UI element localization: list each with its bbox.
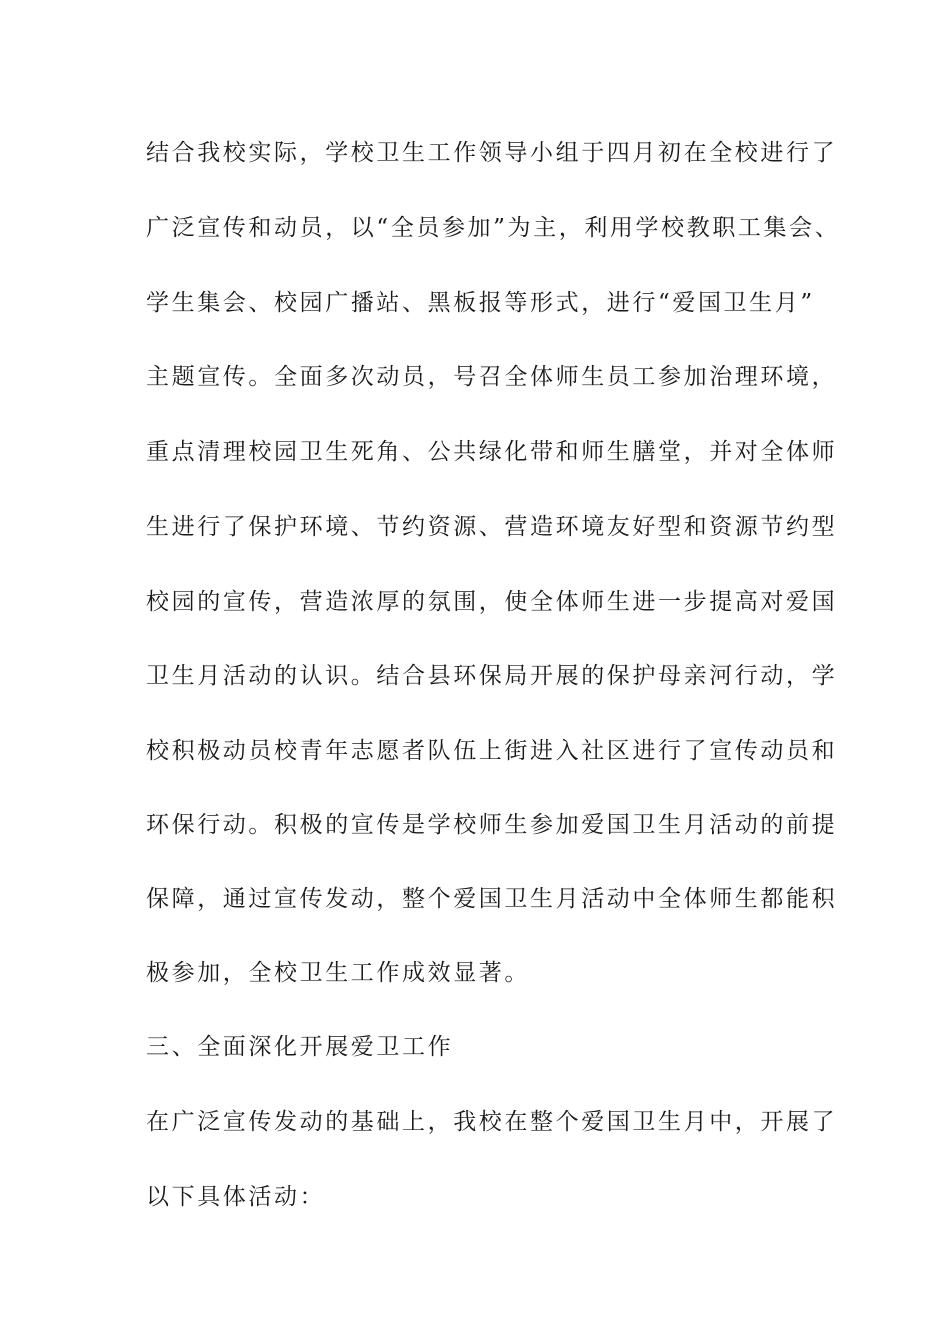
paragraph-line-6: 生进行了保护环境、节约资源、营造环境友好型和资源节约型: [146, 514, 838, 540]
paragraph-line-4: 主题宣传。全面多次动员，号召全体师生员工参加治理环境，: [146, 364, 838, 390]
paragraph-line-7: 校园的宣传，营造浓厚的氛围，使全体师生进一步提高对爱国: [146, 589, 838, 615]
paragraph-line-2: 广泛宣传和动员，以“全员参加”为主，利用学校教职工集会、: [146, 215, 841, 241]
paragraph-line-12: 极参加，全校卫生工作成效显著。: [146, 960, 530, 986]
paragraph-line-8: 卫生月活动的认识。结合县环保局开展的保护母亲河行动，学: [146, 663, 838, 689]
paragraph-line-10: 环保行动。积极的宣传是学校师生参加爱国卫生月活动的前提: [146, 812, 838, 838]
paragraph-line-11: 保障，通过宣传发动，整个爱国卫生月活动中全体师生都能积: [146, 886, 838, 912]
paragraph-line-5: 重点清理校园卫生死角、公共绿化带和师生膳堂，并对全体师: [146, 439, 838, 465]
paragraph-line-15: 以下具体活动：: [146, 1184, 326, 1210]
section-heading: 三、全面深化开展爱卫工作: [146, 1034, 454, 1060]
paragraph-line-14: 在广泛宣传发动的基础上，我校在整个爱国卫生月中，开展了: [146, 1109, 838, 1135]
paragraph-line-1: 结合我校实际，学校卫生工作领导小组于四月初在全校进行了: [146, 140, 838, 166]
paragraph-line-9: 校积极动员校青年志愿者队伍上街进入社区进行了宣传动员和: [146, 738, 838, 764]
paragraph-line-3: 学生集会、校园广播站、黑板报等形式，进行“爱国卫生月”: [146, 290, 815, 316]
